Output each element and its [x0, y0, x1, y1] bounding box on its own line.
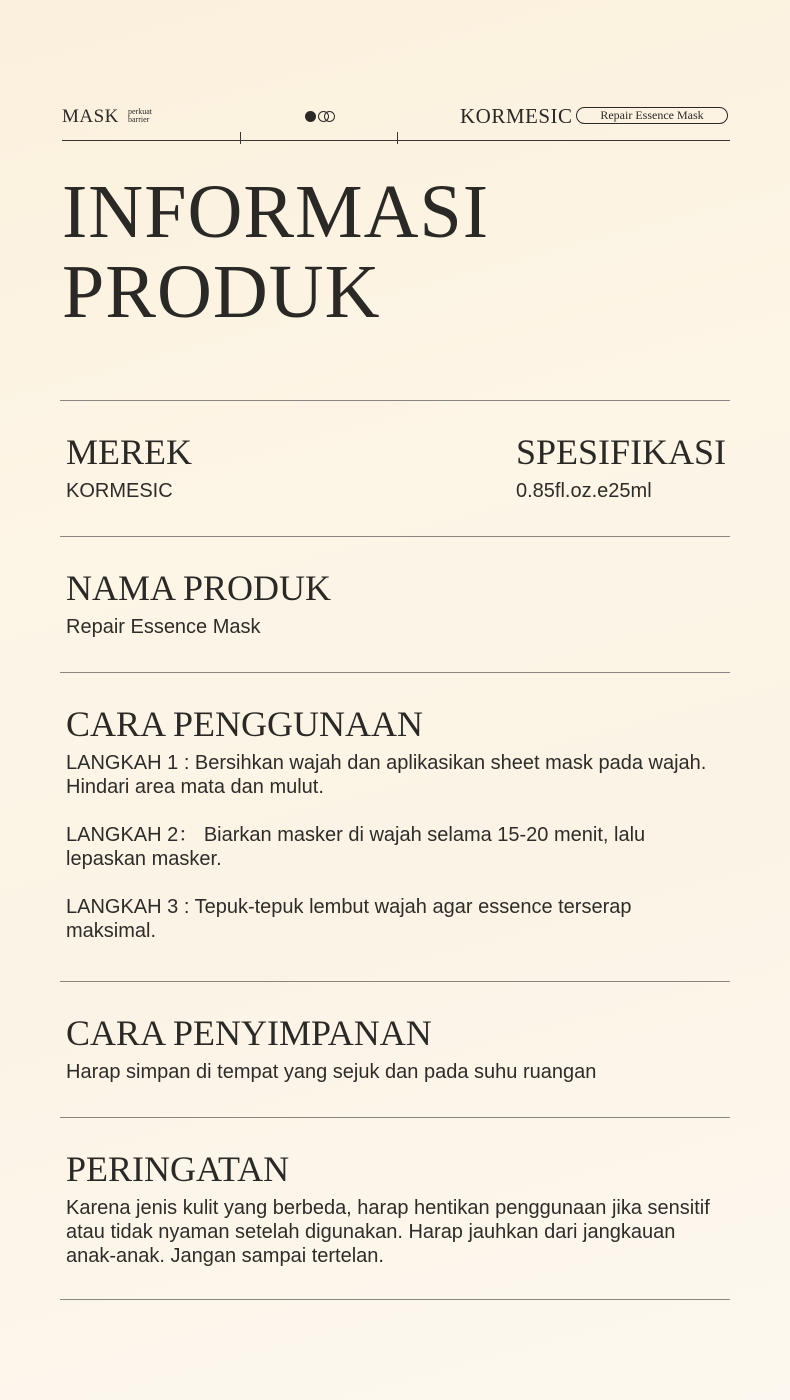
spec-value: 0.85fl.oz.e25ml	[516, 480, 652, 502]
product-pill: Repair Essence Mask	[576, 107, 728, 124]
dot-empty-icon	[324, 111, 335, 122]
brand-heading: MEREK	[66, 432, 192, 472]
storage-heading: CARA PENYIMPANAN	[66, 1013, 432, 1053]
brand-logo: KORMESIC	[460, 104, 573, 128]
usage-step: LANGKAH 2： Biarkan masker di wajah selama 15-20 menit, lalu lepaskan masker.	[66, 824, 646, 870]
spec-heading: SPESIFIKASI	[516, 432, 727, 472]
header-tick	[240, 132, 241, 144]
usage-heading: CARA PENGGUNAAN	[66, 704, 424, 744]
section-divider	[60, 1117, 730, 1118]
page-title-line1: INFORMASI	[62, 170, 490, 254]
page-title	[62, 172, 489, 332]
warning-heading: PERINGATAN	[66, 1149, 290, 1189]
section-divider	[60, 400, 730, 401]
product-name-heading: NAMA PRODUK	[66, 568, 332, 608]
storage-value: Harap simpan di tempat yang sejuk dan pada suhu ruangan	[66, 1061, 597, 1083]
section-divider	[60, 981, 730, 982]
mask-subtitle-line1: perkuat	[128, 107, 152, 116]
dot-filled-icon	[305, 111, 316, 122]
section-divider	[60, 672, 730, 673]
usage-step: LANGKAH 3 : Tepuk-tepuk lembut wajah agar essence terserap maksimal.	[66, 896, 632, 942]
header-divider	[62, 140, 730, 141]
product-name-value: Repair Essence Mask	[66, 616, 261, 638]
mask-label: MASK	[62, 106, 119, 127]
section-divider	[60, 1299, 730, 1300]
usage-steps	[66, 751, 726, 967]
header-tick	[397, 132, 398, 144]
warning-value: Karena jenis kulit yang berbeda, harap hentikan penggunaan jika sensitif atau tidak nyaman setelah digunakan. Harap jauhkan dari jangkauan anak-anak. Jangan sampai tertelan.	[66, 1197, 710, 1267]
brand-value: KORMESIC	[66, 480, 173, 502]
mask-subtitle-line2: barrier	[128, 115, 150, 124]
section-divider	[60, 536, 730, 537]
usage-step: LANGKAH 1 : Bersihkan wajah dan aplikasikan sheet mask pada wajah. Hindari area mata dan mulut.	[66, 752, 707, 798]
page-title-line2: PRODUK	[62, 250, 381, 334]
pagination-dots-icon	[305, 111, 337, 122]
mask-subtitle	[128, 108, 152, 124]
